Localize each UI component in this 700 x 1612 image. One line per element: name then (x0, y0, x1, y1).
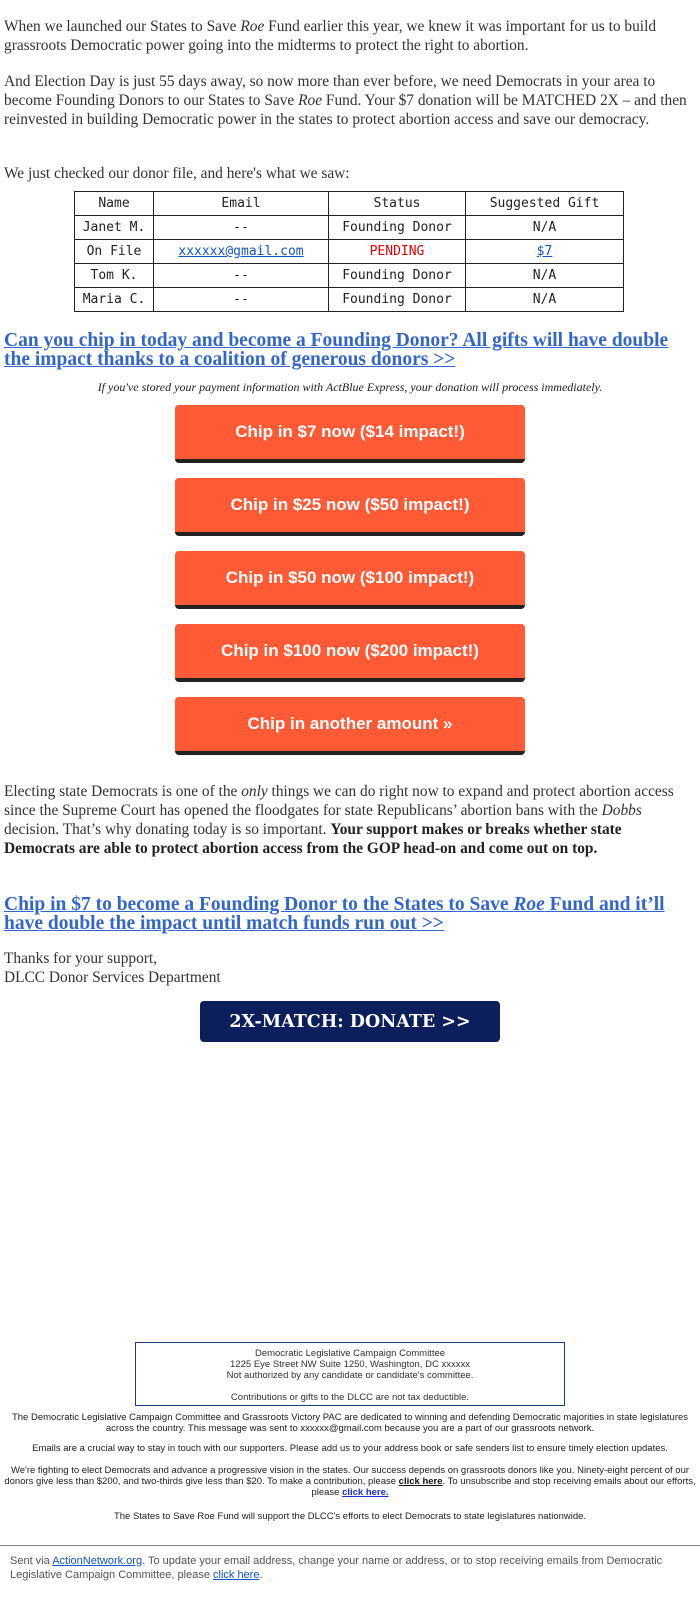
header-email: Email (154, 192, 329, 216)
headline-link-chip-7[interactable]: Chip in $7 to become a Founding Donor to the States to Save Roe Fund and it’ll have double the impact until match funds run out >> (4, 894, 665, 934)
manage-preferences-link[interactable]: click here (213, 1569, 260, 1581)
chip-25-button[interactable]: Chip in $25 now ($50 impact!) (175, 478, 525, 536)
intro-paragraph-2: And Election Day is just 55 days away, so now more than ever before, we need Democrats in your area to become Founding Donors to our States to Save Roe Fund. Your $7 donation will be MATCHED 2X – and then reinvested in building Democratic power in the states to protect abortion access and save our democracy. (4, 73, 687, 128)
intro-paragraph-3: We just checked our donor file, and here's what we saw: (4, 165, 350, 182)
header-suggested-gift: Suggested Gift (466, 192, 624, 216)
table-row (75, 240, 624, 264)
chip-50-button[interactable]: Chip in $50 now ($100 impact!) (175, 551, 525, 609)
pending-status: PENDING (369, 244, 425, 259)
suggested-gift-link[interactable]: $7 (536, 244, 553, 259)
cell-name: Tom K. (75, 264, 154, 288)
footer-paragraph-1: The Democratic Legislative Campaign Committee and Grassroots Victory PAC are dedicated to winning and defending Democratic majorities in state legislatures across the country. This message was sent to xxxxxx@gmail.com because you are a part of our grassroots network. (11, 1412, 689, 1434)
sent-via-note: Sent via ActionNetwork.org. To update your email address, change your name or address, or to stop receiving emails from Democratic Legislative Campaign Committee, please click here. (10, 1555, 663, 1581)
cell-name: Janet M. (75, 216, 154, 240)
paid-for-box (135, 1342, 565, 1406)
cell-status: Founding Donor (329, 216, 466, 240)
header-status: Status (329, 192, 466, 216)
cell-email: -- (154, 288, 329, 312)
donor-table-header (75, 192, 624, 216)
chip-100-button[interactable]: Chip in $100 now ($200 impact!) (175, 624, 525, 682)
cell-gift: N/A (466, 288, 624, 312)
footer-paragraph-4: The States to Save Roe Fund will support the DLCC's efforts to elect Democrats to state legislatures nationwide. (113, 1511, 587, 1522)
cell-gift: N/A (466, 216, 624, 240)
headline-link-founding-donor[interactable]: Can you chip in today and become a Founding Donor? All gifts will have double the impact thanks to a coalition of generous donors >> (4, 330, 669, 370)
table-row (75, 216, 624, 240)
cell-status: Founding Donor (329, 264, 466, 288)
body-paragraph-2: Electing state Democrats is one of the only things we can do right now to expand and protect abortion access since the Supreme Court has opened the floodgates for state Republicans’ abortion bans with the Dobbs decision. That’s why donating today is so important. Your support makes or breaks whether state Democrats are able to protect abortion access from the GOP head-on and come out on top. (4, 783, 674, 857)
donor-table (74, 191, 624, 312)
cell-name: On File (75, 240, 154, 264)
authorization-disclaimer: Not authorized by any candidate or candidate's committee. (226, 1370, 474, 1381)
cell-status (329, 240, 466, 264)
table-row (75, 264, 624, 288)
signoff-department: DLCC Donor Services Department (4, 969, 221, 986)
actblue-express-note: If you've stored your payment information with ActBlue Express, your donation will process immediately. (97, 380, 603, 394)
donate-button[interactable]: 2X-MATCH: DONATE >> (200, 1001, 500, 1042)
actionnetwork-link[interactable]: ActionNetwork.org (52, 1555, 143, 1567)
cell-gift: N/A (466, 264, 624, 288)
contribute-link[interactable]: click here (398, 1476, 443, 1487)
signoff-thanks: Thanks for your support, (4, 950, 158, 967)
footer-divider (0, 1545, 700, 1546)
cell-email: -- (154, 216, 329, 240)
email-link[interactable]: xxxxxx@gmail.com (178, 244, 304, 259)
org-address: 1225 Eye Street NW Suite 1250, Washington, DC xxxxxx (230, 1359, 470, 1370)
cell-status: Founding Donor (329, 288, 466, 312)
intro-paragraph-1: When we launched our States to Save Roe Fund earlier this year, we knew it was important for us to build grassroots Democratic power going into the midterms to protect the right to abortion. (4, 18, 657, 54)
chip-other-amount-button[interactable]: Chip in another amount » (175, 697, 525, 755)
tax-disclaimer: Contributions or gifts to the DLCC are not tax deductible. (230, 1392, 470, 1403)
footer-paragraph-2: Emails are a crucial way to stay in touch with our supporters. Please add us to your address book or safe senders list to ensure timely election updates. (32, 1443, 668, 1454)
cell-email: -- (154, 264, 329, 288)
footer-paragraph-3: We're fighting to elect Democrats and advance a progressive vision in the states. Our success depends on grassroots donors like you. Ninety-eight percent of our donors give less than $200, and two-thirds give less than $20. To make a contribution, please click here. To unsubscribe and stop receiving emails about our efforts, please click here. (4, 1465, 696, 1498)
cell-gift (466, 240, 624, 264)
org-name: Democratic Legislative Campaign Committee (254, 1348, 446, 1359)
cell-email (154, 240, 329, 264)
table-row (75, 288, 624, 312)
chip-7-button[interactable]: Chip in $7 now ($14 impact!) (175, 405, 525, 463)
unsubscribe-link[interactable]: click here. (342, 1487, 389, 1498)
cell-name: Maria C. (75, 288, 154, 312)
header-name: Name (75, 192, 154, 216)
